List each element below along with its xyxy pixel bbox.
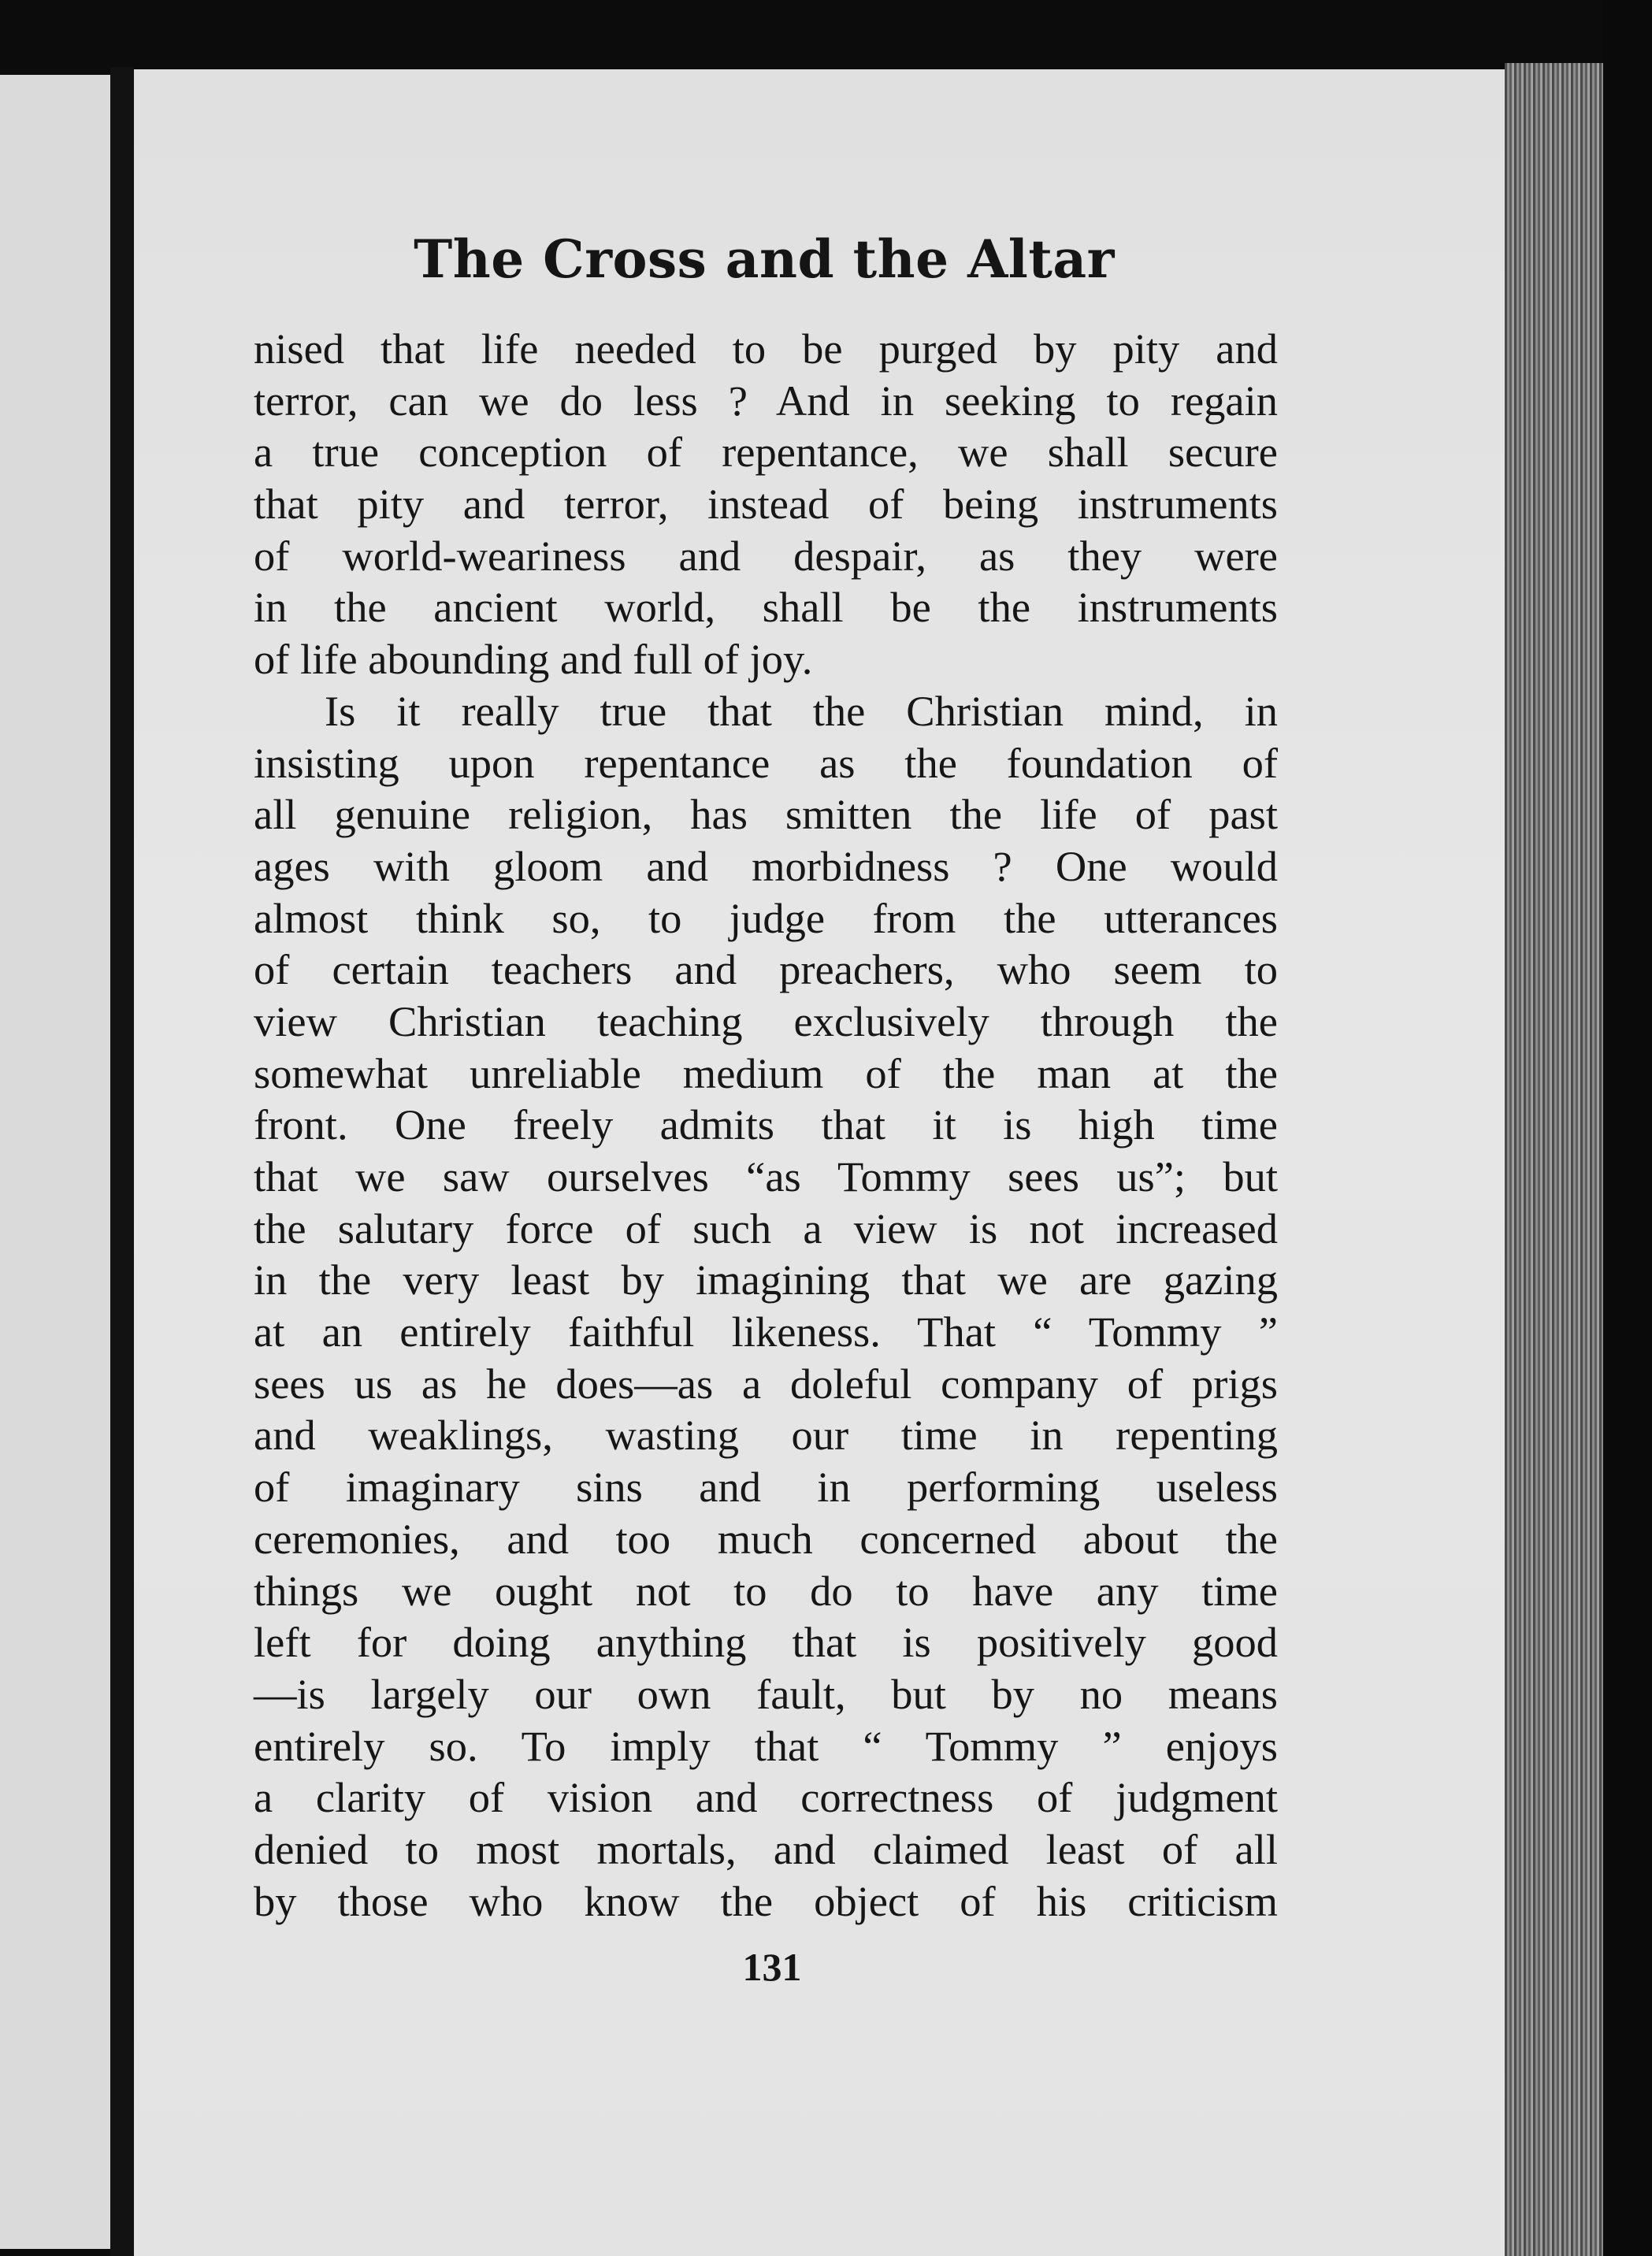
text-line: a clarity of vision and correctness of judgment (254, 1773, 1278, 1822)
text-line: of certain teachers and preachers, who seem to (254, 945, 1278, 994)
text-line: front. One freely admits that it is high time (254, 1100, 1278, 1149)
page-number: 131 (742, 1945, 802, 1989)
text-line: of life abounding and full of joy. (254, 635, 813, 684)
text-line: almost think so, to judge from the utterances (254, 893, 1278, 942)
text-line: terror, can we do less ? And in seeking to regain (254, 376, 1278, 425)
text-line: and weaklings, wasting our time in repenting (254, 1411, 1278, 1460)
text-line: entirely so. To imply that “ Tommy ” enjoys (254, 1721, 1278, 1770)
text-line: that pity and terror, instead of being instruments (254, 480, 1278, 529)
text-line: of world-weariness and despair, as they were (254, 531, 1278, 580)
paragraph (254, 323, 1278, 685)
running-head: The Cross and the Altar (414, 228, 1115, 290)
page-stack-edges (1505, 63, 1603, 2256)
text-line: sees us as he does—as a doleful company of prigs (254, 1359, 1278, 1408)
text-line: —is largely our own fault, but by no means (254, 1669, 1278, 1718)
text-line: insisting upon repentance as the foundation of (254, 738, 1278, 787)
text-line: in the ancient world, shall be the instruments (254, 583, 1278, 632)
text-line: a true conception of repentance, we shall secure (254, 428, 1278, 477)
body-text (254, 323, 1278, 1927)
text-line: denied to most mortals, and claimed least of all (254, 1824, 1278, 1873)
scan-border (1603, 0, 1652, 2256)
text-line: at an entirely faithful likeness. That “ Tommy ” (254, 1308, 1278, 1356)
text-line: in the very least by imagining that we are gazing (254, 1256, 1278, 1304)
facing-page-edge (0, 75, 110, 2249)
text-line: Is it really true that the Christian mind, in (325, 686, 1278, 735)
text-line: all genuine religion, has smitten the life of past (254, 790, 1278, 839)
text-line: ages with gloom and morbidness ? One would (254, 841, 1278, 890)
text-line: the salutary force of such a view is not increased (254, 1204, 1278, 1252)
book-gutter (110, 67, 134, 2256)
text-line: that we saw ourselves “as Tommy sees us”; but (254, 1152, 1278, 1200)
text-line: somewhat unreliable medium of the man at the (254, 1048, 1278, 1097)
text-line: of imaginary sins and in performing useless (254, 1463, 1278, 1512)
paragraph (254, 685, 1278, 1928)
text-line: nised that life needed to be purged by pity and (254, 325, 1278, 373)
text-line: view Christian teaching exclusively through the (254, 996, 1278, 1045)
text-line: by those who know the object of his criticism (254, 1876, 1278, 1925)
text-line: things we ought not to do to have any time (254, 1566, 1278, 1615)
text-line: ceremonies, and too much concerned about the (254, 1514, 1278, 1563)
text-line: left for doing anything that is positively good (254, 1618, 1278, 1667)
